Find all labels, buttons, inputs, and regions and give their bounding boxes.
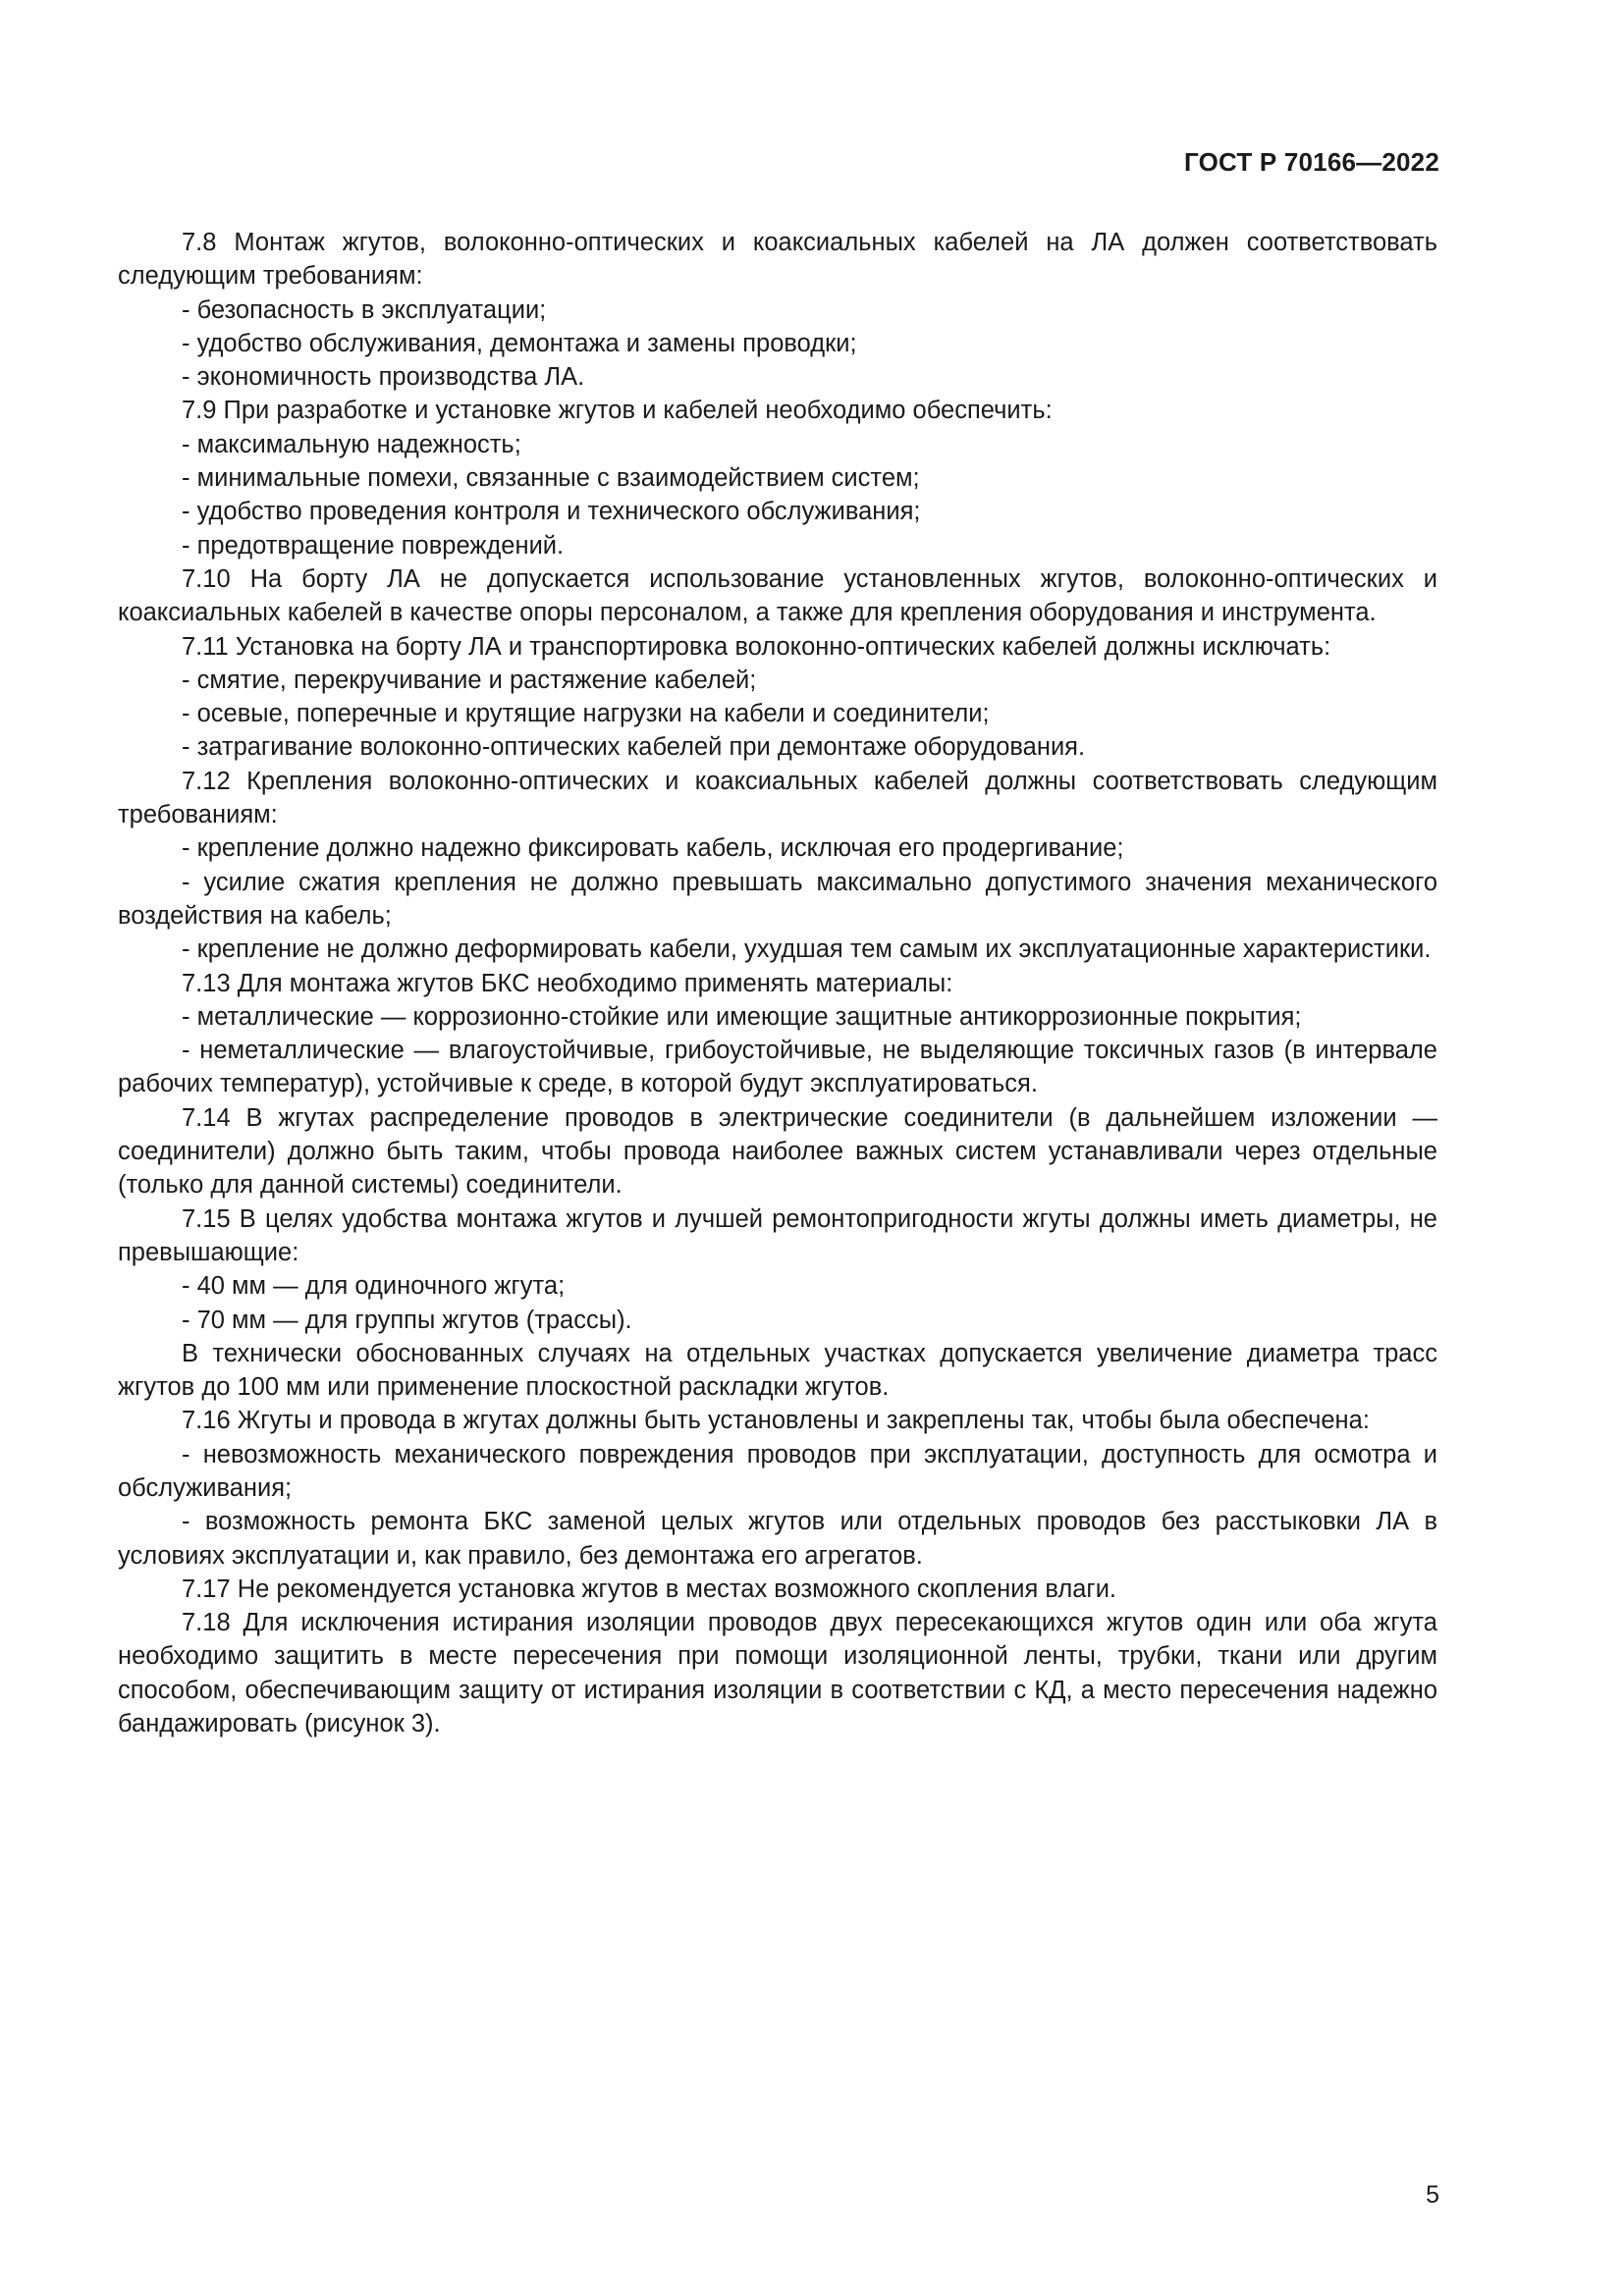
paragraph-7-8: 7.8 Монтаж жгутов, волоконно-оптических и коаксиальных кабелей на ЛА должен соответствовать следующим требованиям:	[118, 229, 1437, 291]
list-item: - затрагивание волоконно-оптических кабелей при демонтаже оборудования.	[182, 733, 1086, 762]
list-item: - 70 мм — для группы жгутов (трассы).	[182, 1306, 632, 1334]
list-item: - смятие, перекручивание и растяжение кабелей;	[182, 666, 757, 694]
list-item: - экономичность производства ЛА.	[182, 363, 585, 392]
list-item: - металлические — коррозионно-стойкие или имеющие защитные антикоррозионные покрытия;	[182, 1002, 1302, 1031]
paragraph-7-15-note: В технически обоснованных случаях на отдельных участках допускается увеличение диаметра трасс жгутов до 100 мм или применение плоскостной раскладки жгутов.	[118, 1339, 1437, 1402]
paragraph-7-14: 7.14 В жгутах распределение проводов в электрические соединители (в дальнейшем изложении — соединители) должно быть таким, чтобы провода наиболее важных систем устанавливали через отдельные (только для данной системы) соединители.	[118, 1103, 1437, 1200]
list-item: - возможность ремонта БКС заменой целых жгутов или отдельных проводов без расстыковки ЛА в условиях эксплуатации и, как правило, без демонтажа его агрегатов.	[118, 1508, 1437, 1570]
paragraph-7-13: 7.13 Для монтажа жгутов БКС необходимо применять материалы:	[182, 969, 953, 997]
list-item: - предотвращение повреждений.	[182, 531, 565, 560]
paragraph-7-18: 7.18 Для исключения истирания изоляции проводов двух пересекающихся жгутов один или оба жгута необходимо защитить в месте пересечения при помощи изоляционной ленты, трубки, ткани или другим способом, обеспечивающим защиту от истирания изоляции в соответствии с КД, а место пересечения надежно бандажировать (рисунок 3).	[118, 1609, 1437, 1738]
list-item: - максимальную надежность;	[182, 430, 521, 458]
page-body	[118, 226, 1437, 1740]
list-item: - удобство обслуживания, демонтажа и замены проводки;	[182, 329, 857, 357]
list-item: - крепление должно надежно фиксировать кабель, исключая его продергивание;	[182, 834, 1124, 863]
list-item: - удобство проведения контроля и технического обслуживания;	[182, 498, 921, 526]
list-item: - 40 мм — для одиночного жгута;	[182, 1272, 566, 1301]
list-item: - осевые, поперечные и крутящие нагрузки на кабели и соединители;	[182, 700, 990, 728]
paragraph-7-16: 7.16 Жгуты и провода в жгутах должны быть установлены и закреплены так, чтобы была обеспечена:	[182, 1407, 1370, 1435]
list-item: - крепление не должно деформировать кабели, ухудшая тем самым их эксплуатационные характеристики.	[182, 935, 1432, 964]
paragraph-7-9: 7.9 При разработке и установке жгутов и кабелей необходимо обеспечить:	[182, 397, 1053, 425]
document-header: ГОСТ Р 70166—2022	[1184, 147, 1439, 177]
paragraph-7-17: 7.17 Не рекомендуется установка жгутов в местах возможного скопления влаги.	[182, 1575, 1117, 1603]
list-item: - минимальные помехи, связанные с взаимодействием систем;	[182, 464, 920, 493]
paragraph-7-10: 7.10 На борту ЛА не допускается использование установленных жгутов, волоконно-оптических и коаксиальных кабелей в качестве опоры персоналом, а также для крепления оборудования и инструмента.	[118, 564, 1437, 627]
paragraph-7-12: 7.12 Крепления волоконно-оптических и коаксиальных кабелей должны соответствовать следующим требованиям:	[118, 767, 1437, 829]
list-item: - невозможность механического повреждения проводов при эксплуатации, доступность для осмотра и обслуживания;	[118, 1440, 1437, 1502]
list-item: - усилие сжатия крепления не должно превышать максимально допустимого значения механического воздействия на кабель;	[118, 868, 1437, 930]
list-item: - неметаллические — влагоустойчивые, грибоустойчивые, не выделяющие токсичных газов (в интервале рабочих температур), устойчивые к среде, в которой будут эксплуатироваться.	[118, 1037, 1437, 1098]
paragraph-7-15: 7.15 В целях удобства монтажа жгутов и лучшей ремонтопригодности жгуты должны иметь диаметры, не превышающие:	[118, 1204, 1437, 1266]
list-item: - безопасность в эксплуатации;	[182, 295, 547, 324]
paragraph-7-11: 7.11 Установка на борту ЛА и транспортировка волоконно-оптических кабелей должны исключать:	[182, 632, 1331, 661]
page-number: 5	[1426, 2181, 1439, 2209]
